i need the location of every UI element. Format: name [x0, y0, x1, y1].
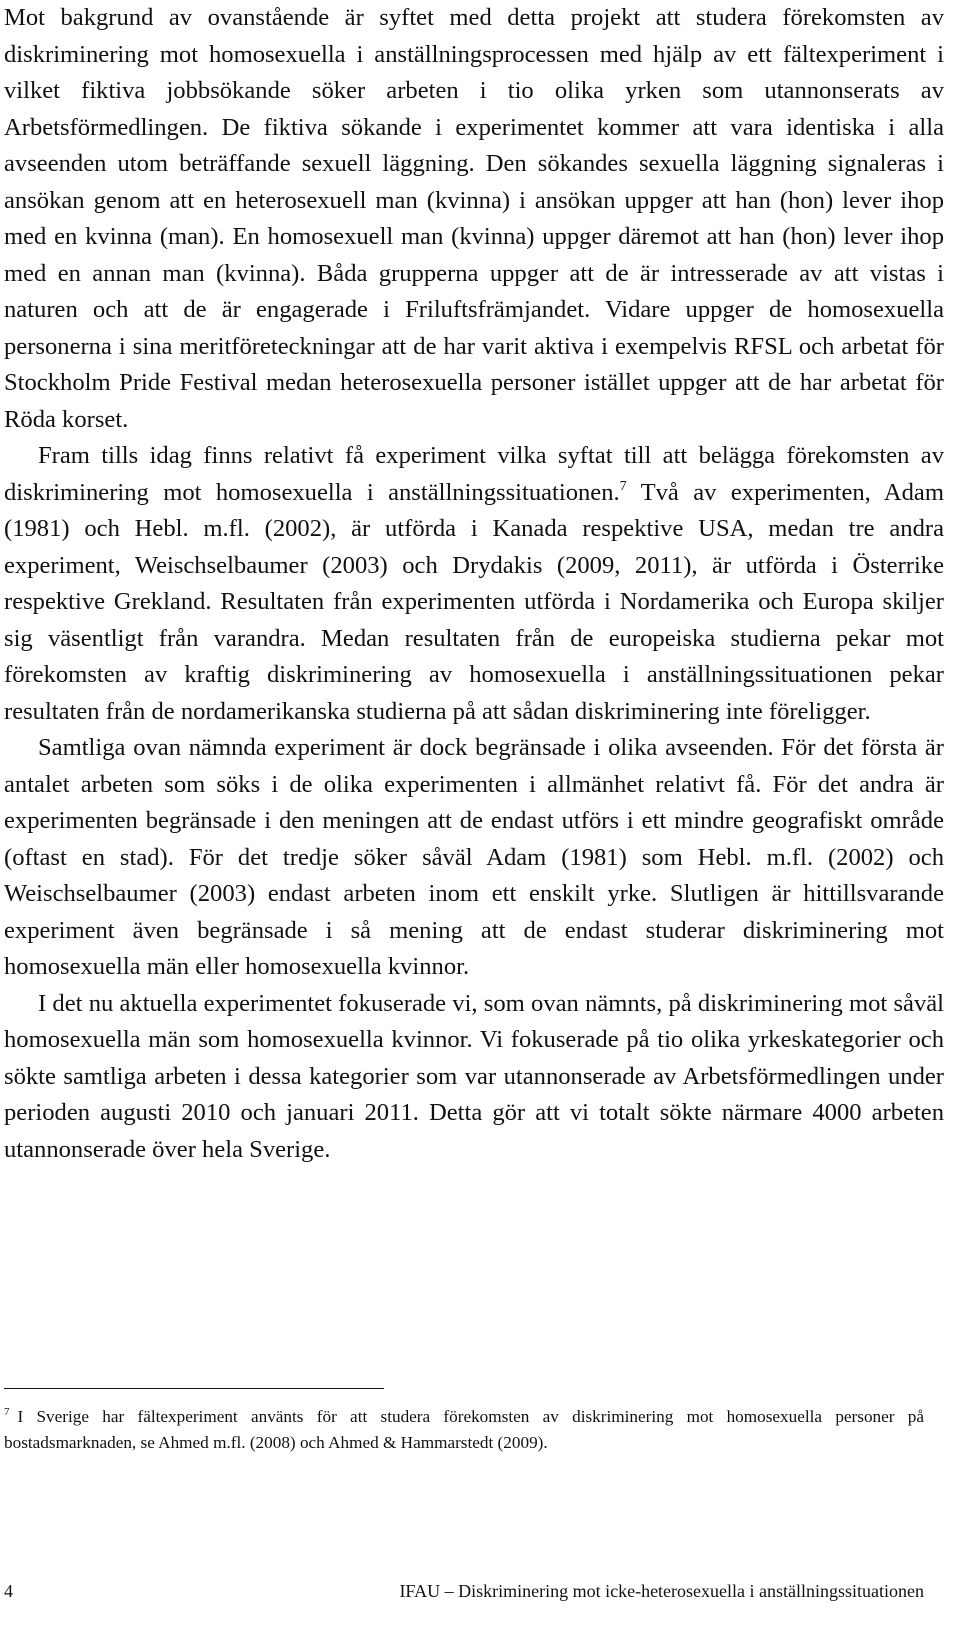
paragraph-2 [4, 438, 944, 730]
page-number: 4 [4, 1581, 13, 1601]
paragraph-3: Samtliga ovan nämnda experiment är dock begränsade i olika avseenden. För det första är antalet arbeten som söks i de olika experimenten i allmänhet relativt få. För det andra är experimenten begränsade i den meningen att de endast utförs i ett mindre geografiskt område (oftast en stad). För det tredje söker såväl Adam (1981) som Hebl. m.fl. (2002) och Weischselbaumer (2003) endast arbeten inom ett enskilt yrke. Slutligen är hittillsvarande experiment även begränsade i så mening att de endast studerar diskriminering mot homosexuella män eller homosexuella kvinnor. [4, 734, 944, 980]
paragraph-1: Mot bakgrund av ovanstående är syftet med detta projekt att studera förekomsten av diskriminering mot homosexuella i anställningsprocessen med hjälp av ett fältexperiment i vilket fiktiva jobbsökande söker arbeten i tio olika yrken som utannonserats av Arbetsförmedlingen. De fiktiva sökande i experimentet kommer att vara identiska i alla avseenden utom beträffande sexuell läggning. Den sökandes sexuella läggning signaleras i ansökan genom att en heterosexuell man (kvinna) i ansökan uppger att han (hon) lever ihop med en kvinna (man). En homosexuell man (kvinna) uppger däremot att han (hon) lever ihop med en annan man (kvinna). Båda grupperna uppger att de är intresserade av att vistas i naturen och att de är engagerade i Friluftsfrämjandet. Vidare uppger de homosexuella personerna i sina meritföreteckningar att de har varit aktiva i exempelvis RFSL och arbetat för Stockholm Pride Festival medan heterosexuella personer istället uppger att de har arbetat för Röda korset. [4, 4, 944, 433]
document-page [4, 0, 944, 1168]
paragraph-4: I det nu aktuella experimentet fokuserade vi, som ovan nämnts, på diskriminering mot såväl homosexuella män som homosexuella kvinnor. Vi fokuserade på tio olika yrkeskategorier och sökte samtliga arbeten i dessa kategorier som var utannonserade av Arbetsförmedlingen under perioden augusti 2010 och januari 2011. Detta gör att vi totalt sökte närmare 4000 arbeten utannonserade över hela Sverige. [4, 989, 944, 1163]
paragraph-2-continuation: Två av experimenten, Adam (1981) och Hebl. m.fl. (2002), är utförda i Kanada respektive USA, medan tre andra experiment, Weischselbaumer (2003) och Drydakis (2009, 2011), är utförda i Österrike respektive Grekland. Resultaten från experimenten utförda i Nordamerika och Europa skiljer sig väsentligt från varandra. Medan resultaten från de europeiska studierna pekar mot förekomsten av kraftig diskriminering av homosexuella i anställningssituationen pekar resultaten från de nordamerikanska studierna på att sådan diskriminering inte föreligger. [4, 478, 944, 725]
footnote-reference: 7 [619, 478, 627, 494]
paragraph-2-text: Fram tills idag finns relativt få experiment vilka syftat till att belägga förekomsten av diskriminering mot homosexuella i anställningssituationen. [4, 442, 944, 506]
footnote-number: 7 [4, 1406, 10, 1418]
footnote [4, 1404, 924, 1455]
body-text [4, 0, 944, 1168]
footnote-text: I Sverige har fältexperiment använts för att studera förekomsten av diskriminering mot homosexuella personer på bostadsmarknaden, se Ahmed m.fl. (2008) och Ahmed & Hammarstedt (2009). [4, 1407, 924, 1452]
footnote-divider [4, 1388, 384, 1389]
running-title: IFAU – Diskriminering mot icke-heterosexuella i anställningssituationen [399, 1581, 924, 1601]
